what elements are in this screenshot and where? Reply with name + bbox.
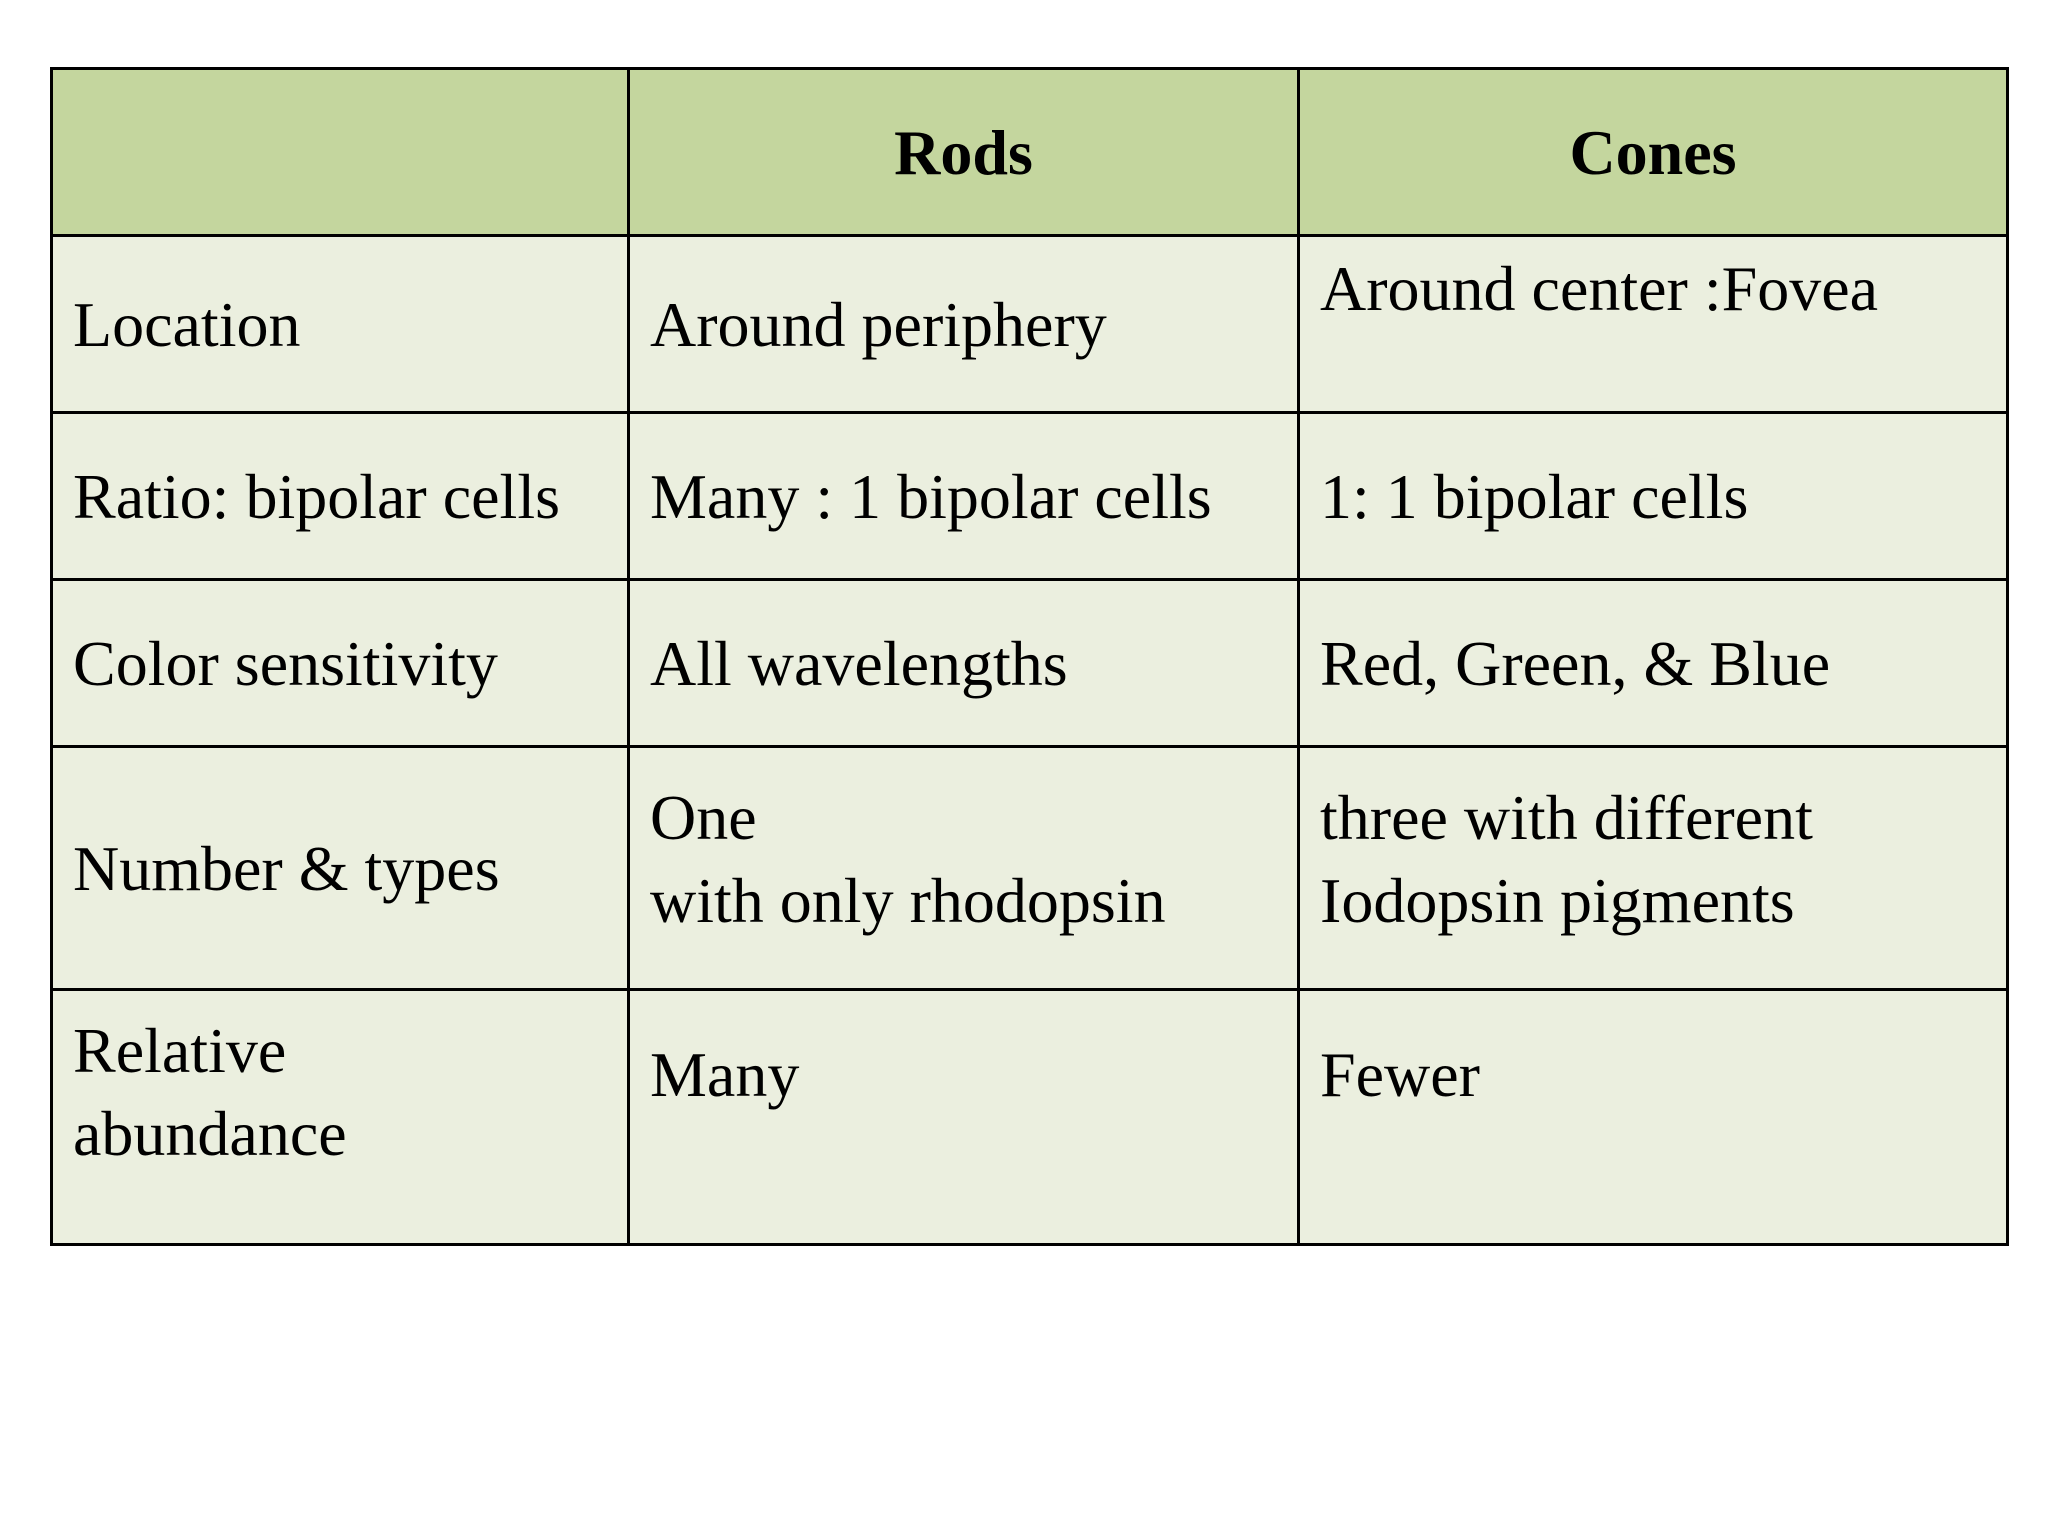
rods-cell: All wavelengths xyxy=(629,580,1299,747)
cones-cell: Around center :Fovea xyxy=(1299,236,2008,413)
cones-cell: three with different Iodopsin pigments xyxy=(1299,747,2008,990)
cones-cell: Red, Green, & Blue xyxy=(1299,580,2008,747)
rods-cell: Many xyxy=(629,990,1299,1245)
cones-cell: 1: 1 bipolar cells xyxy=(1299,413,2008,580)
row-label: Relative abundance xyxy=(52,990,629,1245)
table-row xyxy=(52,747,2008,990)
table-row xyxy=(52,413,2008,580)
row-label: Number & types xyxy=(52,747,629,990)
rods-cell: Around periphery xyxy=(629,236,1299,413)
table-row xyxy=(52,236,2008,413)
row-label: Location xyxy=(52,236,629,413)
rods-cell: Many : 1 bipolar cells xyxy=(629,413,1299,580)
row-label: Color sensitivity xyxy=(52,580,629,747)
header-cones: Cones xyxy=(1299,69,2008,236)
header-blank-cell xyxy=(52,69,629,236)
table-header-row xyxy=(52,69,2008,236)
rods-cell: One with only rhodopsin xyxy=(629,747,1299,990)
row-label: Ratio: bipolar cells xyxy=(52,413,629,580)
rods-vs-cones-table xyxy=(50,67,2009,1246)
header-rods: Rods xyxy=(629,69,1299,236)
cones-cell: Fewer xyxy=(1299,990,2008,1245)
table-row xyxy=(52,990,2008,1245)
table-row xyxy=(52,580,2008,747)
